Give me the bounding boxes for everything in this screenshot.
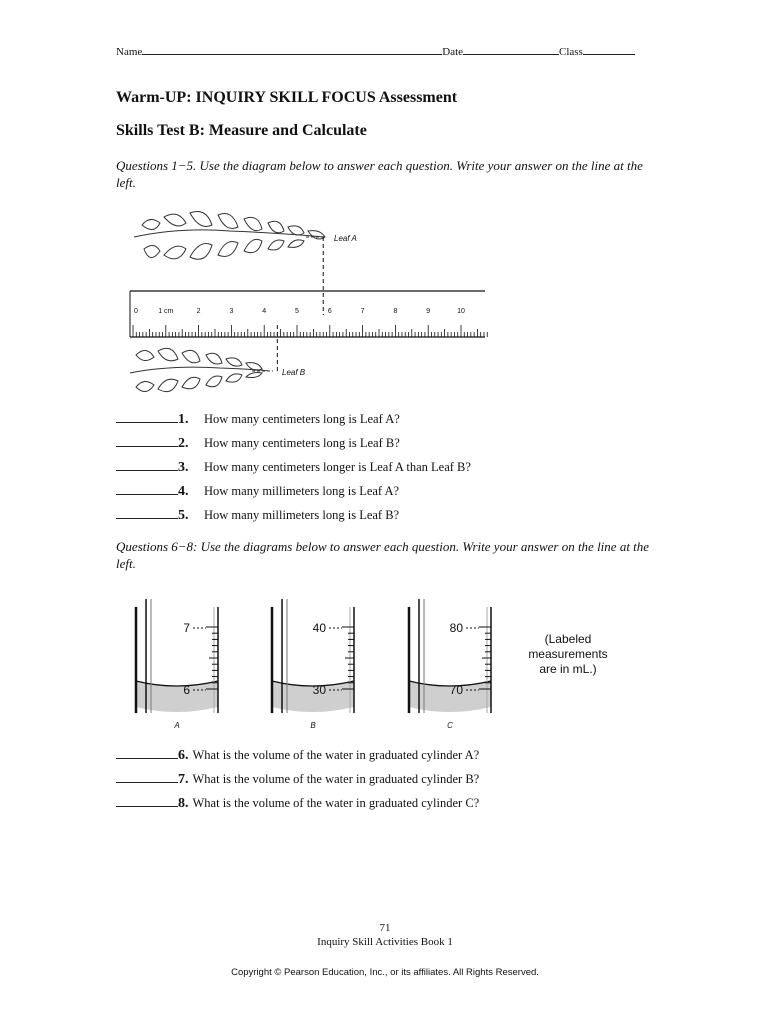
ruler-tick-label: 2 — [196, 308, 201, 315]
ruler-tick-label: 10 — [457, 308, 465, 315]
question-text: How many millimeters long is Leaf B? — [204, 508, 400, 522]
cylinder-b — [272, 599, 354, 730]
answer-blank[interactable] — [116, 770, 178, 783]
question-number: 2. — [178, 436, 189, 451]
cylinder-note-line-3: are in mL.) — [539, 662, 597, 676]
question-text: How many millimeters long is Leaf A? — [204, 484, 400, 498]
cylinder-letter: B — [310, 721, 316, 730]
answer-blank[interactable] — [116, 410, 178, 423]
leaf-a-label: Leaf A — [334, 234, 357, 243]
answer-blank[interactable] — [116, 434, 178, 447]
cylinder-upper-label: 40 — [312, 621, 326, 635]
graduated-cylinders-diagram — [116, 595, 636, 735]
leaf-a-illustration — [134, 212, 325, 260]
cylinder-note-line-1: (Labeled — [544, 632, 592, 646]
book-title: Inquiry Skill Activities Book 1 — [317, 936, 453, 948]
copyright-notice: Copyright © Pearson Education, Inc., or its affiliates. All Rights Reserved. — [231, 967, 539, 978]
cylinder-lower-label: 30 — [312, 683, 326, 697]
ruler-tick-label: 6 — [327, 308, 332, 315]
question-number: 6. — [178, 748, 189, 763]
page-number: 71 — [379, 922, 391, 934]
question-text: What is the volume of the water in graduated cylinder B? — [192, 772, 480, 786]
question-text: What is the volume of the water in graduated cylinder A? — [192, 748, 480, 762]
class-blank[interactable] — [583, 44, 635, 55]
answer-blank[interactable] — [116, 482, 178, 495]
question-row — [116, 746, 479, 764]
leaf-ruler-diagram — [120, 205, 500, 400]
cylinder-upper-label: 7 — [183, 621, 190, 635]
date-blank[interactable] — [463, 44, 559, 55]
question-row — [116, 410, 400, 428]
cylinder-c — [409, 599, 491, 730]
question-number: 4. — [178, 484, 189, 499]
cylinder-letter: A — [174, 721, 180, 730]
question-text: How many centimeters longer is Leaf A than Leaf B? — [204, 460, 471, 474]
cylinder-lower-label: 70 — [449, 683, 463, 697]
answer-blank[interactable] — [116, 746, 178, 759]
question-row — [116, 506, 399, 524]
ruler-tick-label: 5 — [295, 308, 299, 315]
question-row — [116, 458, 471, 476]
ruler-tick-label: 1 cm — [158, 308, 174, 315]
cylinder-lower-label: 6 — [183, 683, 190, 697]
question-text: How many centimeters long is Leaf A? — [204, 412, 400, 426]
question-number: 3. — [178, 460, 189, 475]
name-label: Name — [116, 46, 143, 58]
ruler-tick-label: 9 — [426, 308, 431, 315]
question-number: 5. — [178, 508, 189, 523]
leaf-b-label: Leaf B — [282, 368, 306, 377]
question-row — [116, 434, 400, 452]
instructions-part-2: Questions 6−8: Use the diagrams below to answer each question. Write your answer on the line at the left. — [116, 539, 650, 571]
ruler-tick-label: 7 — [360, 308, 365, 315]
leaf-b-illustration — [130, 348, 270, 391]
question-row — [116, 482, 399, 500]
question-text: What is the volume of the water in graduated cylinder C? — [192, 796, 480, 810]
cylinder-upper-label: 80 — [449, 621, 463, 635]
ruler-tick-label: 4 — [262, 308, 267, 315]
question-number: 7. — [178, 772, 189, 787]
ruler-tick-label: 8 — [393, 308, 398, 315]
cylinder-note-line-2: measurements — [528, 647, 608, 661]
answer-blank[interactable] — [116, 794, 178, 807]
student-info-line — [116, 44, 635, 58]
page-subtitle: Skills Test B: Measure and Calculate — [116, 122, 367, 139]
question-row — [116, 794, 479, 812]
ruler — [130, 291, 487, 337]
page-title: Warm-UP: INQUIRY SKILL FOCUS Assessment — [116, 89, 458, 106]
question-number: 1. — [178, 412, 189, 427]
instructions-part-1: Questions 1−5. Use the diagram below to answer each question. Write your answer on the line at the left. — [116, 158, 643, 190]
class-label: Class — [559, 46, 583, 58]
name-blank[interactable] — [142, 44, 442, 55]
cylinder-a — [136, 599, 218, 730]
answer-blank[interactable] — [116, 458, 178, 471]
ruler-tick-label: 0 — [134, 308, 138, 315]
question-row — [116, 770, 479, 788]
question-number: 8. — [178, 796, 189, 811]
cylinder-letter: C — [447, 721, 453, 730]
ruler-tick-label: 3 — [229, 308, 234, 315]
date-label: Date — [442, 46, 464, 58]
question-text: How many centimeters long is Leaf B? — [204, 436, 400, 450]
answer-blank[interactable] — [116, 506, 178, 519]
